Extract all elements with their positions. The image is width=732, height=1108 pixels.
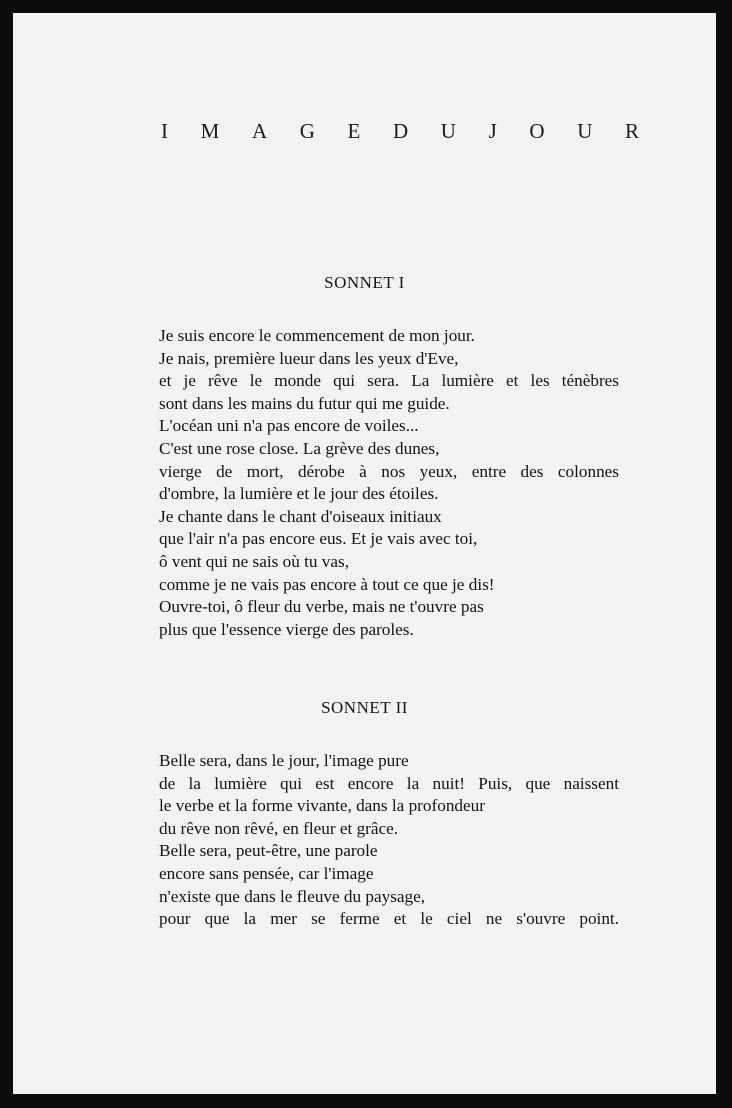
sonnet-1-heading: SONNET I	[324, 273, 405, 292]
title-letter: E	[347, 119, 361, 143]
poem-line: comme je ne vais pas encore à tout ce que je dis!	[159, 574, 495, 594]
sonnet-1-poem	[159, 325, 619, 641]
poem-line: ô vent qui ne sais où tu vas,	[159, 551, 349, 571]
poem-line: pour que la mer se ferme et le ciel ne s'ouvre point.	[159, 909, 619, 929]
poem-line: Je suis encore le commencement de mon jour.	[159, 326, 475, 345]
poem-line: de la lumière qui est encore la nuit! Puis, que naissent	[159, 773, 619, 793]
title-letter: D	[392, 119, 409, 143]
title-letter: J	[488, 119, 497, 143]
poem-line: le verbe et la forme vivante, dans la profondeur	[159, 796, 485, 816]
poem-line: d'ombre, la lumière et le jour des étoiles.	[159, 484, 439, 504]
poem-line: Je nais, première lueur dans les yeux d'Eve,	[159, 348, 459, 368]
poem-line: n'existe que dans le fleuve du paysage,	[159, 886, 426, 906]
poem-line: vierge de mort, dérobe à nos yeux, entre des colonnes	[159, 461, 619, 481]
poem-line: sont dans les mains du futur qui me guide.	[159, 393, 450, 413]
poem-line: C'est une rose close. La grève des dunes,	[159, 438, 440, 458]
title-letter: G	[299, 119, 315, 143]
sonnet-2-heading: SONNET II	[321, 698, 408, 717]
poem-line: plus que l'essence vierge des paroles.	[159, 619, 414, 639]
title-letter: U	[577, 119, 593, 143]
page-title	[161, 119, 639, 143]
poem-line: que l'air n'a pas encore eus. Et je vais avec toi,	[159, 529, 478, 549]
title-letter: U	[440, 119, 456, 143]
poem-line: et je rêve le monde qui sera. La lumière et les ténèbres	[159, 371, 619, 391]
poem-line: Belle sera, dans le jour, l'image pure	[159, 751, 409, 770]
poem-line: du rêve non rêvé, en fleur et grâce.	[159, 818, 399, 838]
book-page	[13, 13, 716, 1094]
title-letter: O	[529, 119, 545, 143]
title-letter: A	[251, 119, 268, 143]
title-letter: I	[161, 119, 168, 143]
title-letter: M	[200, 119, 220, 143]
sonnet-2-poem	[159, 750, 619, 931]
title-letter: R	[624, 119, 639, 143]
poem-line: encore sans pensée, car l'image	[159, 863, 374, 883]
poem-line: L'océan uni n'a pas encore de voiles...	[159, 416, 419, 436]
poem-line: Belle sera, peut-être, une parole	[159, 841, 378, 861]
poem-line: Je chante dans le chant d'oiseaux initiaux	[159, 506, 442, 526]
poem-line: Ouvre-toi, ô fleur du verbe, mais ne t'ouvre pas	[159, 597, 484, 617]
